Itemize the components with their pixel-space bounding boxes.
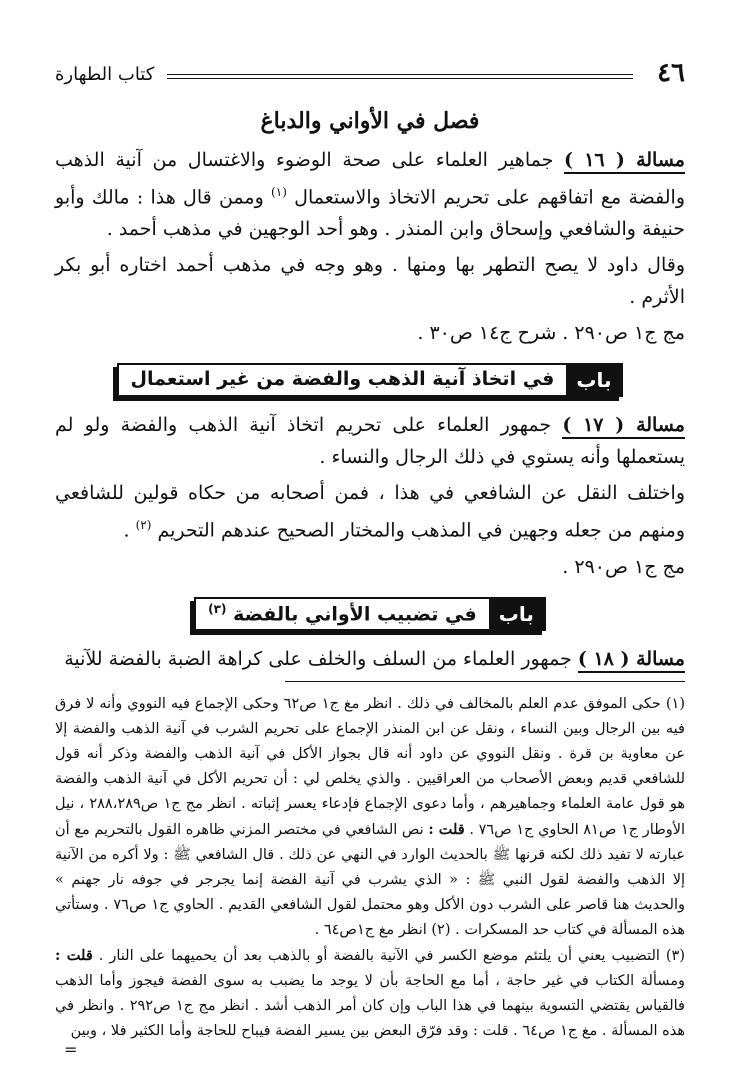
masala-17-label: مسالة ( ١٧ ) bbox=[562, 414, 685, 439]
masala-18 bbox=[55, 643, 685, 675]
dawud-paragraph: وقال داود لا يصح التطهر بها ومنها . وهو وجه في مذهب أحمد اختاره أبو بكر الأثرم . bbox=[55, 254, 685, 309]
footnote-ref-2: (٢) bbox=[135, 518, 152, 533]
shafii-text: واختلف النقل عن الشافعي في هذا ، فمن أصحابه من حكاه قولين للشافعي ومنهم من جعله وجهين في المذهب والمختار الصحيح عندهم التحريم bbox=[55, 482, 685, 542]
footnote-3-part-b: ومسألة الكتاب في غير حاجة ، أما مع الحاجة بأن لا يوجد ما يضبب به سوى الفضة فيجوز وأما الذهب فالقياس يقتضي التسوية بينهما في هذا الباب وإن كان أمر الذهب أشد . انظر مج ج١ ص٢٩٢ . وانظر في هذه المسألة . مغ ج١ ص٦٤ . قلت : وقد فرّق البعض بين يسير الفضة فيباح للحاجة وأما الكثير فلا ، وبين bbox=[55, 972, 685, 1039]
footnote-ref-3: (٣) bbox=[208, 601, 227, 616]
footnote-1-qult: قلت : bbox=[428, 820, 465, 838]
masala-18-text: جمهور العلماء من السلف والخلف على كراهة الضبة بالفضة للآنية bbox=[64, 647, 578, 670]
masala-16-label: مسالة ( ١٦ ) bbox=[564, 149, 685, 174]
footnote-1 bbox=[55, 692, 685, 943]
masala-16-text-2: وممن قال هذا : مالك وأبو حنيفة والشافعي وإسحاق وابن المنذر . وهو أحد الوجهين في مذهب أحمد . bbox=[55, 186, 685, 241]
footnotes bbox=[55, 692, 685, 1044]
footnote-3-qult: قلت : bbox=[55, 946, 93, 964]
book-title: كتاب الطهارة bbox=[55, 64, 155, 85]
footnote-1-part-a: (١) حكى الموفق عدم العلم بالمخالف في ذلك . انظر مغ ج١ ص٦٢ وحكى الإجماع فيه النووي وأنه لا فرق فيه بين الرجال وبين النساء ، ونقل عن ابن المنذر الإجماع على تحريم الشرب في آنية الذهب والفضة إلا عن معاوية بن قرة . ونقل النووي عن داود أنه قال بجواز الأكل في آنية الذهب والفضة وذكر أنه قول للشافعي قديم وبعض الأصحاب من العراقيين . والذي يخلص لي : أن تحريم الأكل في آنية الذهب والفضة هو قول عامة العلماء وجماهيرهم ، وأما دعوى الإجماع فإدعاء يعسر إثباته . انظر مج ج١ ص٢٨٨،٢٨٩ ، نيل الأوطار ج١ ص٨١ الحاوي ج١ ص٧٦ . bbox=[55, 695, 686, 838]
shafii-paragraph bbox=[55, 477, 685, 546]
bab-1-title: في اتخاذ آنية الذهب والفضة من غير استعمال bbox=[119, 365, 567, 395]
bab-1-box bbox=[117, 363, 624, 397]
masala-17-text: جمهور العلماء على تحريم اتخاذ آنية الذهب والفضة ولو لم يستعملها وأنه يستوي في ذلك الرجال والنساء . bbox=[55, 414, 685, 469]
bab-2-title-text: في تضبيب الأواني بالفضة bbox=[233, 602, 477, 625]
reference-line-2: مج ج١ ص٢٩٠ . bbox=[562, 555, 685, 578]
shafii-tail: . bbox=[123, 519, 136, 542]
masala-18-label: مسالة ( ١٨ ) bbox=[578, 648, 685, 673]
bab-2-wrap bbox=[55, 597, 685, 631]
footnote-3 bbox=[55, 943, 685, 1044]
continuation-mark: = bbox=[64, 1040, 78, 1059]
masala-16-text: جماهير العلماء على صحة الوضوء والاغتسال من آنية الذهب والفضة مع اتفاقهم على تحريم الاتخاذ والاستعمال bbox=[55, 149, 685, 209]
bab-1-word: باب bbox=[566, 365, 621, 395]
bab-2-word: باب bbox=[489, 599, 544, 629]
masala-16 bbox=[55, 144, 685, 245]
bab-2-title bbox=[196, 599, 489, 629]
reference-line-1: مج ج١ ص٢٩٠ . شرح ج١٤ ص٣٠ . bbox=[417, 322, 685, 345]
footnote-separator bbox=[285, 681, 685, 682]
footnote-ref-1: (١) bbox=[271, 185, 287, 199]
bab-1-wrap bbox=[55, 363, 685, 397]
footnote-2: (٢) انظر مغ ج١ص٦٤ . bbox=[314, 921, 451, 938]
section-heading: فصل في الأواني والدباغ bbox=[260, 108, 480, 134]
header-rule bbox=[167, 74, 633, 79]
page-number: ٤٦ bbox=[657, 58, 685, 88]
masala-17 bbox=[55, 409, 685, 473]
footnote-1-part-b: نص الشافعي في مختصر المزني ظاهره القول بالتحريم مع أن عبارته لا تفيد ذلك لكنه قرنها ﷺ بالحديث الوارد في النهي عن ذلك . قال الشافعي ﷺ : ولا أكره من الآنية إلا الذهب والفضة لقول النبي ﷺ : « الذي يشرب في آنية الفضة إنما يجرجر في جوفه نار جهنم » والحديث هنا قاصر على الشرب دون الأكل وهو محتمل لقول الشافعي القديم . الحاوي ج١ ص٧٦ . وستأتي هذه المسألة في كتاب حد المسكرات . bbox=[55, 821, 685, 938]
bab-2-box bbox=[194, 597, 546, 631]
footnote-3-part-a: (٣) التضبيب يعني أن يلتئم موضع الكسر في الآنية بالفضة أو بالذهب بعد أن يحميهما على النار . bbox=[92, 947, 686, 964]
page bbox=[55, 58, 685, 1044]
running-header bbox=[55, 58, 685, 88]
